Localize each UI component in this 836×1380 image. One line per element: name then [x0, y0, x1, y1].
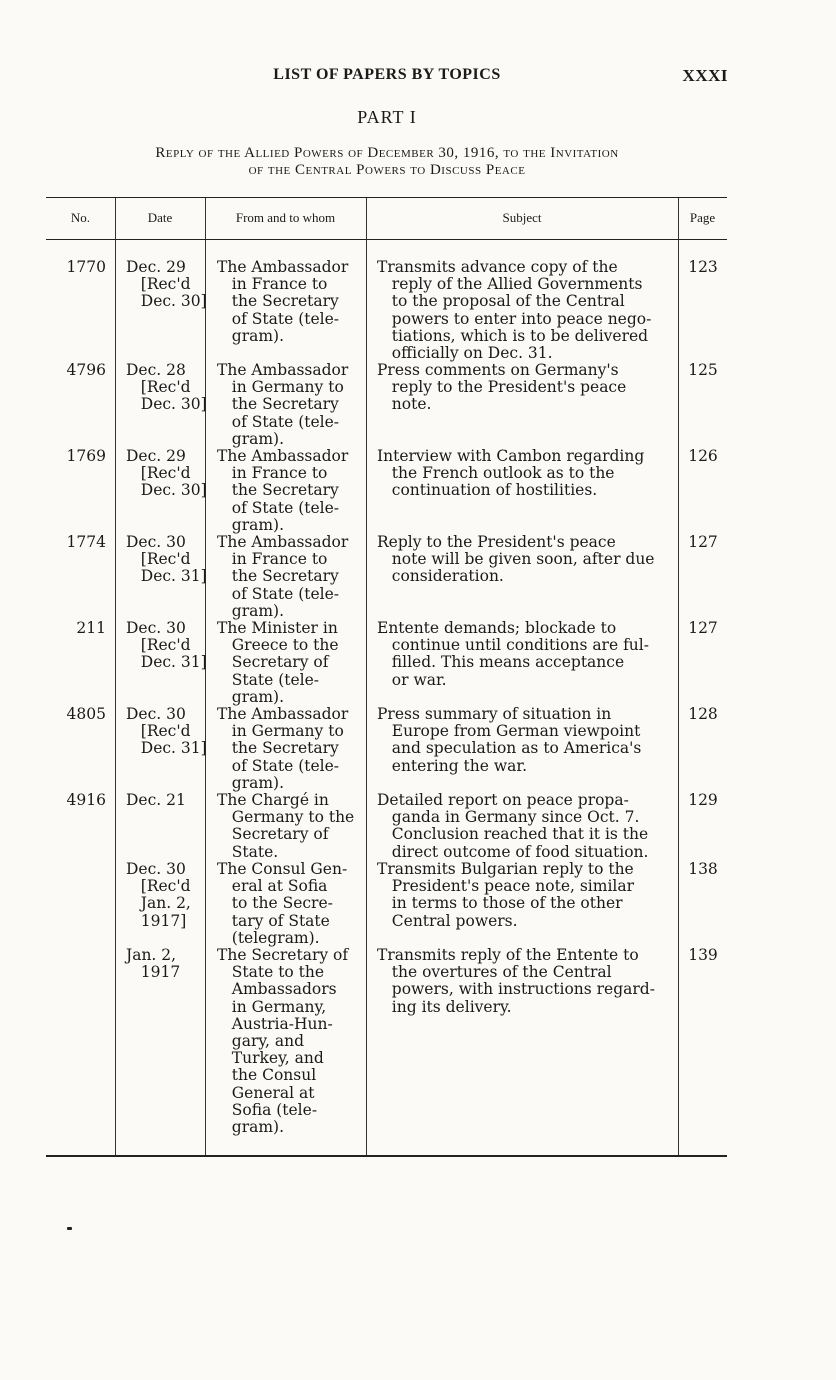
ink-speck [67, 1227, 72, 1230]
row-subject: Entente demands; blockade to continue until conditions are ful- filled. This means acceptance or war. [377, 619, 649, 689]
row-subject: Transmits advance copy of the reply of the Allied Governments to the proposal of the Central powers to enter into peace nego- tiations, which is to be delivered officially on Dec. 31. [377, 258, 652, 363]
section-title-line-2: of the Central Powers to Discuss Peace [248, 162, 526, 178]
row-from: The Minister in Greece to the Secretary of State (tele- gram). [217, 619, 339, 706]
row-number: 1769 [66, 447, 106, 465]
row-page: 127 [688, 533, 718, 551]
row-from: The Ambassador in Germany to the Secretary of State (tele- gram). [217, 705, 349, 792]
column-header-subject: Subject [502, 210, 542, 225]
row-from: The Ambassador in France to the Secretary of State (tele- gram). [217, 533, 349, 620]
row-from: The Secretary of State to the Ambassadors in Germany, Austria-Hun- gary, and Turkey, and the Consul General at Sofia (tele- gram). [217, 946, 349, 1137]
row-number: 211 [76, 619, 106, 637]
row-page: 128 [688, 705, 718, 723]
section-title-line-1: Reply of the Allied Powers of December 30, 1916, to the Invitation [155, 145, 619, 161]
row-subject: Transmits reply of the Entente to the overtures of the Central powers, with instructions regard- ing its delivery. [377, 946, 655, 1016]
row-subject: Transmits Bulgarian reply to the President's peace note, similar in terms to those of the other Central powers. [377, 860, 635, 930]
row-from: The Ambassador in France to the Secretary of State (tele- gram). [217, 258, 349, 345]
part-title: PART I [357, 107, 417, 127]
row-date: Dec. 28 [Rec'd Dec. 30] [126, 361, 207, 414]
row-subject: Press comments on Germany's reply to the President's peace note. [377, 361, 627, 414]
row-page: 126 [688, 447, 718, 465]
row-number: 4796 [66, 361, 106, 379]
papers-table [46, 197, 727, 1157]
column-divider [205, 198, 206, 1155]
column-header-page: Page [689, 210, 716, 225]
row-subject: Interview with Cambon regarding the French outlook as to the continuation of hostilities. [377, 447, 645, 500]
row-date: Dec. 30 [Rec'd Dec. 31] [126, 705, 207, 758]
row-date: Dec. 29 [Rec'd Dec. 30] [126, 258, 207, 311]
running-head [46, 66, 728, 88]
row-page: 123 [688, 258, 718, 276]
column-header-date: Date [147, 210, 173, 225]
row-date: Jan. 2, 1917 [126, 946, 181, 982]
row-page: 138 [688, 860, 718, 878]
section-title [46, 145, 728, 179]
row-date: Dec. 30 [Rec'd Dec. 31] [126, 619, 207, 672]
row-number: 4916 [66, 791, 106, 809]
row-page: 127 [688, 619, 718, 637]
row-number: 1774 [66, 533, 106, 551]
header-rule [46, 239, 727, 240]
column-divider [115, 198, 116, 1155]
row-number: 4805 [66, 705, 106, 723]
row-date: Dec. 21 [126, 791, 186, 809]
row-subject: Detailed report on peace propa- ganda in Germany since Oct. 7. Conclusion reached that it is the direct outcome of food situation. [377, 791, 649, 861]
column-header-no: No. [70, 210, 91, 225]
row-date: Dec. 30 [Rec'd Dec. 31] [126, 533, 207, 586]
row-date: Dec. 30 [Rec'd Jan. 2, 1917] [126, 860, 191, 930]
row-page: 129 [688, 791, 718, 809]
running-title: LIST OF PAPERS BY TOPICS [273, 66, 501, 83]
row-subject: Reply to the President's peace note will be given soon, after due consideration. [377, 533, 655, 586]
row-from: The Ambassador in France to the Secretary of State (tele- gram). [217, 447, 349, 534]
row-date: Dec. 29 [Rec'd Dec. 30] [126, 447, 207, 500]
column-header-from: From and to whom [235, 210, 336, 225]
row-number: 1770 [66, 258, 106, 276]
row-from: The Ambassador in Germany to the Secretary of State (tele- gram). [217, 361, 349, 448]
page-numeral: XXXI [682, 66, 728, 85]
row-subject: Press summary of situation in Europe from German viewpoint and speculation as to America's entering the war. [377, 705, 642, 775]
column-divider [366, 198, 367, 1155]
row-page: 139 [688, 946, 718, 964]
row-from: The Chargé in Germany to the Secretary of State. [217, 791, 355, 861]
row-from: The Consul Gen- eral at Sofia to the Secre- tary of State (telegram). [217, 860, 348, 947]
row-page: 125 [688, 361, 718, 379]
column-divider [678, 198, 679, 1155]
